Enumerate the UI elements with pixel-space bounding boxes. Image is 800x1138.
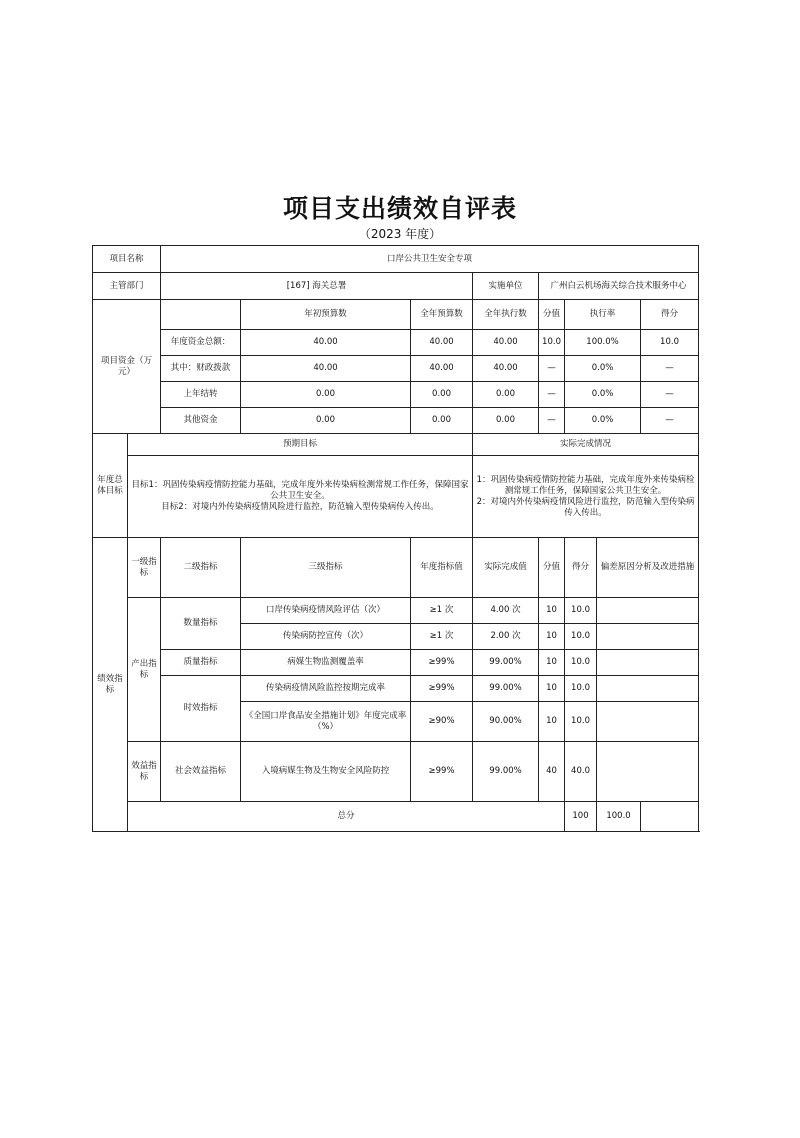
funds-row-rate: 100.0% (565, 330, 641, 356)
indicator-analysis (597, 702, 699, 742)
indicator-actual: 99.00% (473, 650, 539, 676)
indicator-target: ≥1 次 (411, 624, 473, 650)
goals-expected-text: 目标1：巩固传染病疫情防控能力基础，完成年度外来传染病检测常规工作任务，保障国家公共卫生安全。 目标2：对境内外传染病疫情风险进行监控，防范输入型传染病传入传出。 (128, 456, 473, 538)
funds-row-score: 10.0 (641, 330, 699, 356)
indicator-analysis (597, 742, 699, 802)
indicator-row (93, 742, 699, 802)
indicator-weight: 10 (539, 650, 565, 676)
funds-row-annual: 40.00 (411, 356, 473, 382)
indicator-actual: 4.00 次 (473, 598, 539, 624)
total-weight: 100 (565, 802, 597, 832)
indicator-weight: 40 (539, 742, 565, 802)
total-analysis (641, 802, 699, 832)
funds-row-weight: — (539, 356, 565, 382)
funds-row-weight: 10.0 (539, 330, 565, 356)
indicator-target: ≥90% (411, 702, 473, 742)
indicators-header-actual: 实际完成值 (473, 538, 539, 598)
indicator-score: 10.0 (565, 702, 597, 742)
indicators-header-weight: 分值 (539, 538, 565, 598)
performance-table (92, 245, 699, 832)
indicator-level3: 口岸传染病疫情风险评估（次） (241, 598, 411, 624)
funds-row-exec: 40.00 (473, 356, 539, 382)
goals-expected-header: 预期目标 (128, 434, 473, 456)
funds-header-weight: 分值 (539, 300, 565, 330)
funds-row (93, 408, 699, 434)
funds-row-score: — (641, 408, 699, 434)
indicators-header-target: 年度指标值 (411, 538, 473, 598)
funds-row-exec: 40.00 (473, 330, 539, 356)
funds-row (93, 330, 699, 356)
indicator-row (93, 598, 699, 624)
goals-content-row (93, 456, 699, 538)
funds-row-label: 其他资金 (161, 408, 241, 434)
funds-row-initial: 0.00 (241, 382, 411, 408)
indicator-score: 10.0 (565, 676, 597, 702)
funds-row-weight: — (539, 408, 565, 434)
indicator-score: 40.0 (565, 742, 597, 802)
funds-header-initial-budget: 年初预算数 (241, 300, 411, 330)
benefit-indicator-label: 效益指标 (128, 742, 161, 802)
implementing-unit-value: 广州白云机场海关综合技术服务中心 (539, 273, 699, 300)
social-benefit-indicator-label: 社会效益指标 (161, 742, 241, 802)
page-title: 项目支出绩效自评表 (282, 194, 517, 223)
indicators-header-level1: 一级指标 (128, 538, 161, 598)
indicator-row (93, 676, 699, 702)
indicator-target: ≥99% (411, 742, 473, 802)
total-row (93, 802, 699, 832)
indicator-weight: 10 (539, 676, 565, 702)
indicators-group-label: 绩效指标 (93, 538, 128, 832)
indicator-level3: 传染病疫情风险监控按期完成率 (241, 676, 411, 702)
project-name-row (93, 246, 699, 273)
implementing-unit-label: 实施单位 (473, 273, 539, 300)
indicator-score: 10.0 (565, 598, 597, 624)
funds-row-score: — (641, 356, 699, 382)
total-score: 100.0 (597, 802, 641, 832)
funds-row-rate: 0.0% (565, 408, 641, 434)
funds-row (93, 382, 699, 408)
indicators-header-analysis: 偏差原因分析及改进措施 (597, 538, 699, 598)
funds-row-label: 年度资金总额： (161, 330, 241, 356)
funds-row-annual: 40.00 (411, 330, 473, 356)
goals-header-row (93, 434, 699, 456)
funds-row-initial: 0.00 (241, 408, 411, 434)
indicator-actual: 99.00% (473, 676, 539, 702)
indicator-target: ≥1 次 (411, 598, 473, 624)
funds-row-exec: 0.00 (473, 408, 539, 434)
indicators-header-level3: 三级指标 (241, 538, 411, 598)
indicators-header-row (93, 538, 699, 598)
indicator-score: 10.0 (565, 624, 597, 650)
indicators-header-level2: 二级指标 (161, 538, 241, 598)
funds-row-annual: 0.00 (411, 408, 473, 434)
indicator-level3: 病媒生物监测覆盖率 (241, 650, 411, 676)
indicator-analysis (597, 598, 699, 624)
indicator-analysis (597, 624, 699, 650)
timeliness-indicator-label: 时效指标 (161, 676, 241, 742)
funds-row-annual: 0.00 (411, 382, 473, 408)
funds-header-row (93, 300, 699, 330)
quantity-indicator-label: 数量指标 (161, 598, 241, 650)
department-label: 主管部门 (93, 273, 161, 300)
funds-header-annual-budget: 全年预算数 (411, 300, 473, 330)
indicator-analysis (597, 650, 699, 676)
funds-row-rate: 0.0% (565, 382, 641, 408)
indicator-actual: 2.00 次 (473, 624, 539, 650)
indicator-row (93, 650, 699, 676)
funds-row (93, 356, 699, 382)
goals-actual-text: 1：巩固传染病疫情防控能力基础，完成年度外来传染病检测常规工作任务，保障国家公共卫生安全。 2：对境内外传染病疫情风险进行监控，防范输入型传染病传入传出。 (473, 456, 699, 538)
total-label: 总分 (128, 802, 565, 832)
project-name-label: 项目名称 (93, 246, 161, 273)
funds-row-exec: 0.00 (473, 382, 539, 408)
indicator-weight: 10 (539, 702, 565, 742)
indicator-actual: 99.00% (473, 742, 539, 802)
funds-header-score: 得分 (641, 300, 699, 330)
department-value: [167] 海关总署 (161, 273, 473, 300)
funds-row-rate: 0.0% (565, 356, 641, 382)
page-subtitle: （2023 年度） (358, 227, 442, 241)
funds-row-label: 其中：财政拨款 (161, 356, 241, 382)
funds-row-initial: 40.00 (241, 356, 411, 382)
funds-group-label: 项目资金（万元） (93, 300, 161, 434)
project-name-value: 口岸公共卫生安全专项 (161, 246, 699, 273)
indicator-target: ≥99% (411, 650, 473, 676)
indicator-score: 10.0 (565, 650, 597, 676)
indicator-actual: 90.00% (473, 702, 539, 742)
indicator-weight: 10 (539, 598, 565, 624)
output-indicator-label: 产出指标 (128, 598, 161, 742)
indicator-weight: 10 (539, 624, 565, 650)
department-row (93, 273, 699, 300)
indicator-level3: 入境病媒生物及生物安全风险防控 (241, 742, 411, 802)
indicator-analysis (597, 676, 699, 702)
funds-row-label: 上年结转 (161, 382, 241, 408)
indicator-target: ≥99% (411, 676, 473, 702)
funds-header-annual-exec: 全年执行数 (473, 300, 539, 330)
indicator-level3: 传染病防控宣传（次） (241, 624, 411, 650)
quality-indicator-label: 质量指标 (161, 650, 241, 676)
funds-row-score: — (641, 382, 699, 408)
goals-group-label: 年度总体目标 (93, 434, 128, 538)
funds-header-blank (161, 300, 241, 330)
indicators-header-score: 得分 (565, 538, 597, 598)
funds-row-initial: 40.00 (241, 330, 411, 356)
funds-row-weight: — (539, 382, 565, 408)
goals-actual-header: 实际完成情况 (473, 434, 699, 456)
funds-header-exec-rate: 执行率 (565, 300, 641, 330)
indicator-level3: 《全国口岸食品安全措施计划》年度完成率（%） (241, 702, 411, 742)
